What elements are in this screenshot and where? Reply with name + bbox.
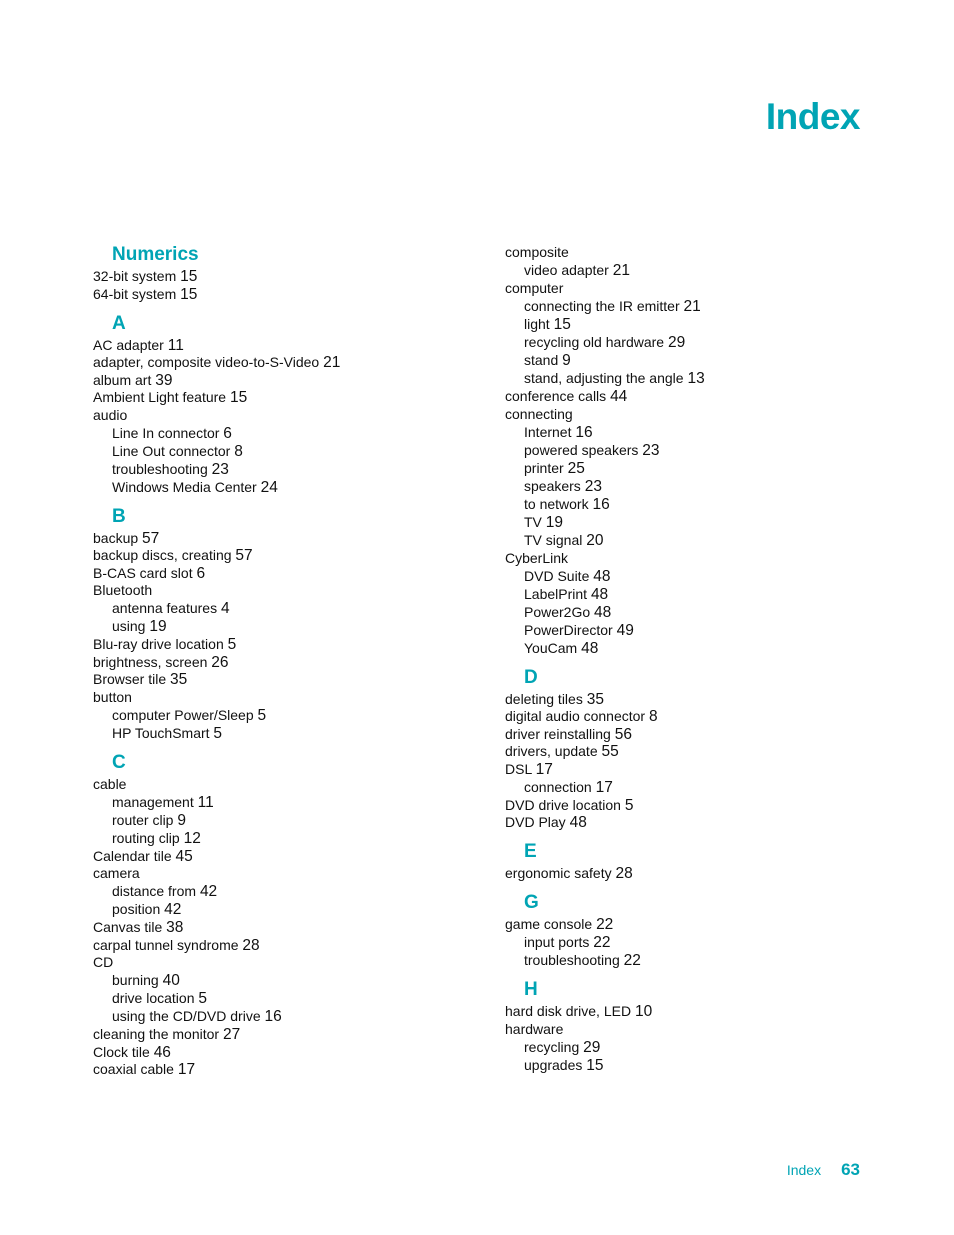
entry-term: camera <box>93 865 140 881</box>
index-subentry <box>505 604 835 621</box>
entry-page-number: 23 <box>642 441 660 459</box>
section-heading: B <box>112 505 126 527</box>
index-entry <box>93 337 423 354</box>
entry-page-number: 17 <box>177 1061 196 1078</box>
index-entry <box>505 743 835 760</box>
index-subentry <box>505 334 835 351</box>
index-subentry <box>505 496 835 513</box>
index-entry <box>93 954 423 971</box>
index-entry <box>505 691 835 708</box>
entry-term: video adapter <box>524 262 609 278</box>
footer-label: Index <box>786 1162 822 1178</box>
entry-page-number: 19 <box>149 618 167 635</box>
entry-term: using the CD/DVD drive <box>112 1008 261 1024</box>
index-entry <box>93 636 423 653</box>
entry-page-number: 21 <box>683 298 701 315</box>
entry-page-number: 15 <box>180 285 198 303</box>
index-column-right <box>505 244 835 1075</box>
entry-term: hard disk drive, LED <box>505 1003 632 1019</box>
index-subentry <box>93 725 423 742</box>
entry-term: DVD Suite <box>524 567 590 584</box>
entry-page-number: 23 <box>584 477 602 495</box>
index-subentry <box>505 424 835 441</box>
entry-page-number: 13 <box>687 370 705 387</box>
entry-term: light <box>524 316 550 332</box>
entry-page-number: 10 <box>634 1003 653 1020</box>
index-entry <box>505 797 835 814</box>
entry-page-number: 35 <box>586 690 604 708</box>
section-heading: E <box>524 841 537 862</box>
index-subentry <box>93 990 423 1007</box>
entry-term: troubleshooting <box>524 952 620 968</box>
section-heading: D <box>524 666 538 688</box>
index-subentry <box>505 568 835 585</box>
entry-page-number: 8 <box>649 708 658 725</box>
entry-page-number: 9 <box>177 811 186 829</box>
index-subentry <box>93 794 423 811</box>
index-subentry <box>93 461 423 478</box>
entry-page-number: 42 <box>199 883 218 900</box>
index-entry <box>93 286 423 303</box>
entry-term: drive location <box>112 990 195 1006</box>
index-entry <box>505 388 835 405</box>
index-subentry <box>505 262 835 279</box>
entry-term: 64-bit system <box>93 285 177 302</box>
entry-term: Internet <box>524 423 572 440</box>
page-title: Index <box>765 96 860 137</box>
entry-term: Bluetooth <box>93 582 153 598</box>
index-entry <box>93 937 423 954</box>
index-entry <box>505 280 835 297</box>
entry-term: router clip <box>112 811 174 828</box>
entry-page-number: 23 <box>211 460 229 478</box>
entry-term: drivers, update <box>505 743 598 759</box>
entry-term: to network <box>524 495 589 512</box>
section-heading: Numerics <box>112 244 199 265</box>
index-entry <box>505 406 835 423</box>
entry-page-number: 28 <box>242 936 260 954</box>
index-entry <box>505 865 835 882</box>
index-entry <box>93 547 423 564</box>
entry-term: cleaning the monitor <box>93 1026 220 1042</box>
entry-term: TV signal <box>524 531 583 548</box>
entry-page-number: 57 <box>142 529 160 547</box>
index-subentry <box>505 640 835 657</box>
index-subentry <box>505 442 835 459</box>
entry-page-number: 11 <box>197 793 214 811</box>
index-entry <box>505 916 835 933</box>
index-entry <box>93 582 423 599</box>
entry-page-number: 6 <box>223 424 232 442</box>
entry-term: Canvas tile <box>93 919 163 935</box>
entry-term: Blu-ray drive location <box>93 636 224 652</box>
index-column-left <box>93 244 423 1079</box>
entry-page-number: 25 <box>567 459 585 477</box>
index-entry <box>93 530 423 547</box>
index-subentry <box>505 316 835 333</box>
index-entry <box>93 1061 423 1078</box>
index-entry <box>505 814 835 831</box>
entry-term: backup discs, creating <box>93 547 232 563</box>
entry-term: input ports <box>524 934 590 950</box>
entry-term: troubleshooting <box>112 460 208 477</box>
entry-page-number: 8 <box>234 442 243 460</box>
index-subentry <box>505 532 835 549</box>
entry-page-number: 5 <box>213 724 223 742</box>
entry-page-number: 26 <box>211 653 229 671</box>
index-subentry <box>93 883 423 900</box>
entry-page-number: 22 <box>593 934 611 951</box>
entry-page-number: 5 <box>624 796 634 814</box>
index-subentry <box>93 707 423 724</box>
index-subentry <box>93 830 423 847</box>
index-subentry <box>93 901 423 918</box>
index-entry <box>505 1003 835 1020</box>
index-entry <box>93 354 423 371</box>
index-entry <box>93 565 423 582</box>
entry-term: powered speakers <box>524 441 639 458</box>
index-subentry <box>505 460 835 477</box>
index-entry <box>505 550 835 567</box>
index-subentry <box>505 586 835 603</box>
entry-term: carpal tunnel syndrome <box>93 936 239 953</box>
index-subentry <box>93 443 423 460</box>
index-subentry <box>93 479 423 496</box>
entry-page-number: 35 <box>170 671 188 688</box>
entry-page-number: 16 <box>575 423 593 441</box>
index-subentry <box>93 425 423 442</box>
entry-term: position <box>112 901 161 917</box>
entry-term: backup <box>93 529 139 546</box>
entry-page-number: 27 <box>222 1026 241 1043</box>
index-entry <box>93 654 423 671</box>
entry-term: digital audio connector <box>505 708 646 724</box>
entry-page-number: 40 <box>162 972 180 989</box>
entry-page-number: 21 <box>323 354 341 371</box>
entry-term: brightness, screen <box>93 653 208 670</box>
section-heading: A <box>112 312 126 334</box>
entry-page-number: 5 <box>198 990 208 1007</box>
index-subentry <box>505 478 835 495</box>
entry-page-number: 48 <box>593 567 611 585</box>
index-entry <box>93 776 423 793</box>
entry-term: connecting <box>505 405 573 422</box>
entry-page-number: 5 <box>227 636 237 653</box>
entry-term: LabelPrint <box>524 585 588 602</box>
section-heading: H <box>524 979 538 1000</box>
entry-term: YouCam <box>524 639 578 656</box>
entry-term: conference calls <box>505 388 607 404</box>
entry-term: computer Power/Sleep <box>112 706 254 723</box>
entry-term: Power2Go <box>524 603 591 620</box>
entry-term: adapter, composite video-to-S-Video <box>93 354 320 370</box>
entry-page-number: 16 <box>592 495 610 513</box>
entry-term: AC adapter <box>93 336 164 353</box>
entry-page-number: 55 <box>601 743 619 760</box>
entry-term: B-CAS card slot <box>93 564 193 581</box>
index-subentry <box>505 298 835 315</box>
entry-page-number: 17 <box>595 778 613 796</box>
index-entry <box>505 761 835 778</box>
entry-term: game console <box>505 916 593 932</box>
entry-term: DSL <box>505 760 532 777</box>
entry-page-number: 20 <box>586 531 604 549</box>
index-entry <box>505 726 835 743</box>
entry-term: DVD drive location <box>505 796 621 813</box>
index-subentry <box>505 934 835 951</box>
entry-page-number: 44 <box>610 388 628 405</box>
entry-term: recycling <box>524 1038 580 1055</box>
entry-term: connection <box>524 778 592 795</box>
index-entry <box>93 919 423 936</box>
entry-term: PowerDirector <box>524 621 613 638</box>
page-footer <box>787 1160 860 1180</box>
entry-page-number: 21 <box>612 262 630 279</box>
index-entry <box>93 848 423 865</box>
entry-term: CD <box>93 954 114 970</box>
entry-term: distance from <box>112 883 197 899</box>
entry-page-number: 49 <box>616 621 634 639</box>
entry-term: ergonomic safety <box>505 865 612 881</box>
entry-page-number: 11 <box>167 336 184 354</box>
entry-page-number: 48 <box>594 603 612 621</box>
entry-page-number: 29 <box>583 1038 601 1056</box>
index-subentry <box>505 514 835 531</box>
index-entry <box>93 689 423 706</box>
page-number: 63 <box>841 1160 860 1179</box>
entry-term: Clock tile <box>93 1043 150 1060</box>
entry-term: button <box>93 688 132 705</box>
entry-page-number: 22 <box>623 952 641 969</box>
entry-page-number: 19 <box>545 513 564 531</box>
entry-page-number: 5 <box>257 706 267 724</box>
entry-term: management <box>112 793 194 810</box>
entry-term: TV <box>524 513 542 530</box>
entry-term: coaxial cable <box>93 1061 174 1077</box>
entry-page-number: 39 <box>155 371 173 389</box>
entry-term: 32-bit system <box>93 268 177 284</box>
entry-term: routing clip <box>112 829 180 846</box>
section-heading: C <box>112 751 126 773</box>
index-subentry <box>505 952 835 969</box>
entry-term: Windows Media Center <box>112 478 257 495</box>
entry-page-number: 15 <box>553 316 571 333</box>
index-entry <box>93 865 423 882</box>
entry-term: upgrades <box>524 1056 583 1073</box>
entry-page-number: 9 <box>562 352 571 369</box>
entry-term: Calendar tile <box>93 847 172 864</box>
entry-term: speakers <box>524 477 581 494</box>
entry-term: Browser tile <box>93 671 167 687</box>
entry-page-number: 12 <box>183 829 201 847</box>
index-subentry <box>505 622 835 639</box>
entry-term: audio <box>93 406 128 423</box>
index-subentry <box>93 600 423 617</box>
entry-page-number: 42 <box>164 901 182 918</box>
entry-term: connecting the IR emitter <box>524 298 680 314</box>
index-entry <box>93 268 423 285</box>
entry-term: hardware <box>505 1020 564 1037</box>
index-entry <box>93 372 423 389</box>
entry-term: Line In connector <box>112 424 220 441</box>
index-entry <box>505 708 835 725</box>
index-entry <box>505 244 835 261</box>
index-entry <box>93 671 423 688</box>
entry-page-number: 15 <box>586 1056 604 1074</box>
entry-page-number: 17 <box>535 760 553 778</box>
index-subentry <box>93 812 423 829</box>
index-subentry <box>505 779 835 796</box>
entry-page-number: 15 <box>229 389 248 406</box>
entry-term: Ambient Light feature <box>93 389 227 405</box>
index-entry <box>505 1021 835 1038</box>
index-subentry <box>505 1057 835 1074</box>
entry-page-number: 22 <box>596 916 614 933</box>
entry-term: antenna features <box>112 600 218 616</box>
index-subentry <box>505 370 835 387</box>
entry-page-number: 16 <box>264 1008 282 1025</box>
index-subentry <box>505 352 835 369</box>
entry-page-number: 15 <box>180 268 198 285</box>
entry-term: Line Out connector <box>112 442 231 459</box>
entry-page-number: 56 <box>614 725 632 743</box>
entry-term: stand <box>524 352 559 368</box>
entry-term: stand, adjusting the angle <box>524 370 684 386</box>
index-subentry <box>93 618 423 635</box>
entry-page-number: 29 <box>667 334 686 351</box>
entry-term: HP TouchSmart <box>112 724 210 741</box>
entry-page-number: 46 <box>153 1043 171 1061</box>
entry-term: DVD Play <box>505 814 566 830</box>
index-entry <box>93 389 423 406</box>
entry-term: CyberLink <box>505 549 569 566</box>
entry-term: printer <box>524 459 564 476</box>
index-entry <box>93 1044 423 1061</box>
entry-term: computer <box>505 280 564 296</box>
entry-term: burning <box>112 972 159 988</box>
entry-page-number: 6 <box>196 564 206 582</box>
entry-term: cable <box>93 775 127 792</box>
entry-term: album art <box>93 371 152 388</box>
entry-term: composite <box>505 244 569 260</box>
entry-page-number: 48 <box>590 585 609 603</box>
index-subentry <box>505 1039 835 1056</box>
index-subentry <box>93 972 423 989</box>
entry-term: deleting tiles <box>505 690 583 707</box>
index-entry <box>93 407 423 424</box>
index-subentry <box>93 1008 423 1025</box>
entry-page-number: 28 <box>615 865 633 882</box>
entry-page-number: 48 <box>581 639 599 657</box>
entry-page-number: 57 <box>235 547 253 564</box>
entry-page-number: 48 <box>569 814 587 831</box>
entry-page-number: 4 <box>220 600 230 617</box>
entry-term: using <box>112 618 146 634</box>
entry-term: recycling old hardware <box>524 334 665 350</box>
entry-page-number: 45 <box>175 847 193 865</box>
index-entry <box>93 1026 423 1043</box>
entry-term: driver reinstalling <box>505 725 611 742</box>
entry-page-number: 38 <box>166 919 184 936</box>
entry-page-number: 24 <box>260 478 278 496</box>
section-heading: G <box>524 892 539 913</box>
